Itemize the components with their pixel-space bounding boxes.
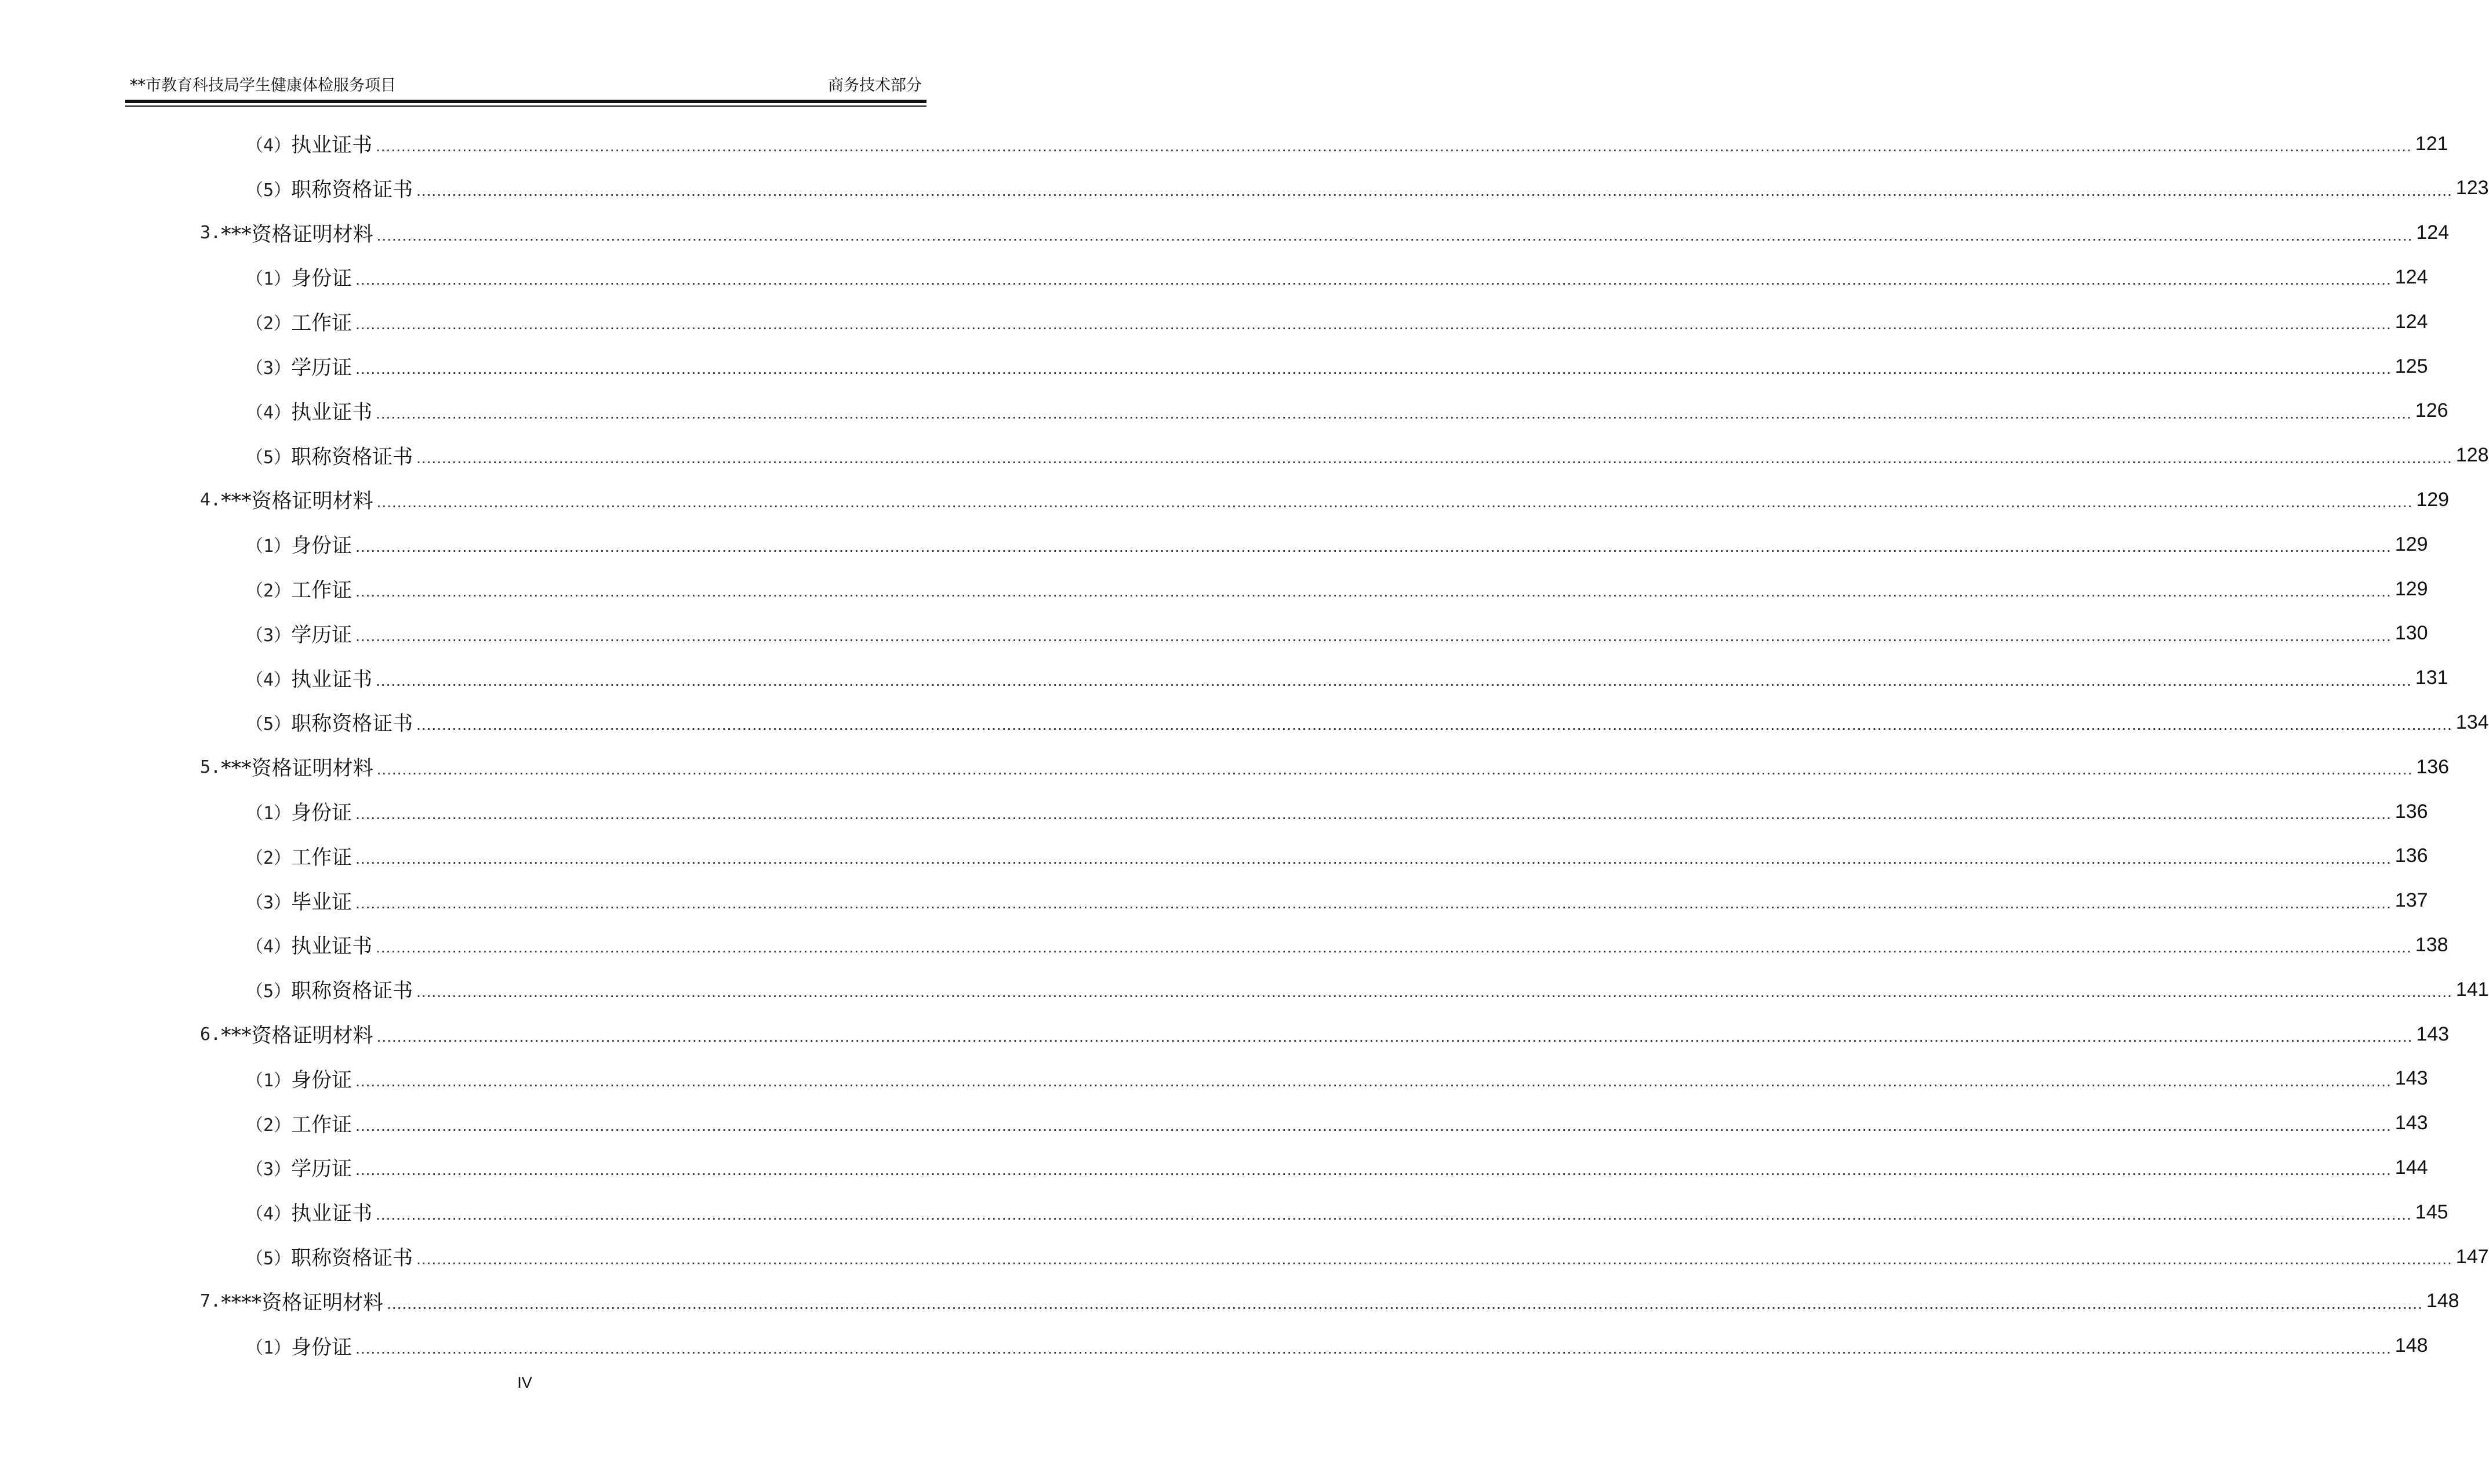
- toc-entry-title: 执业证书: [291, 935, 373, 959]
- toc-entry-number: （1）: [246, 1070, 292, 1091]
- toc-entry-page: 144: [2394, 1156, 2428, 1179]
- toc-dot-leader: ................................................................................................................................................................................................................................................................................................................................................................................................................: [355, 893, 2392, 912]
- toc-entry-title: 毕业证: [291, 890, 353, 914]
- toc-entry-number: （3）: [246, 892, 292, 913]
- toc-entry[interactable]: [200, 750, 2450, 784]
- toc-dot-leader: ................................................................................................................................................................................................................................................................................................................................................................................................................: [416, 181, 2452, 199]
- toc-dot-leader: ................................................................................................................................................................................................................................................................................................................................................................................................................: [376, 671, 2412, 689]
- toc-dot-leader: ................................................................................................................................................................................................................................................................................................................................................................................................................: [355, 537, 2392, 556]
- toc-dot-leader: ................................................................................................................................................................................................................................................................................................................................................................................................................: [355, 359, 2392, 377]
- toc-dot-leader: ................................................................................................................................................................................................................................................................................................................................................................................................................: [355, 849, 2392, 867]
- header-rule-thin: [125, 106, 926, 107]
- toc-entry-page: 143: [2416, 1023, 2450, 1045]
- toc-entry-number: （5）: [246, 1249, 292, 1269]
- toc-entry-page: 138: [2415, 933, 2448, 956]
- toc-entry-title: 职称资格证书: [291, 712, 413, 736]
- toc-entry-page: 143: [2394, 1067, 2428, 1090]
- toc-entry-title: 工作证: [291, 579, 353, 602]
- toc-entry-page: 147: [2455, 1245, 2489, 1268]
- toc-entry[interactable]: [246, 928, 2448, 962]
- toc-entry-number: （5）: [246, 981, 292, 1002]
- toc-entry-page: 148: [2426, 1290, 2459, 1312]
- toc-entry-number: （2）: [246, 314, 292, 334]
- toc-entry-number: （2）: [246, 581, 292, 601]
- toc-dot-leader: ................................................................................................................................................................................................................................................................................................................................................................................................................: [416, 715, 2452, 734]
- toc-entry-number: 5.: [200, 756, 221, 777]
- toc-entry-number: （4）: [246, 937, 292, 958]
- toc-entry[interactable]: [246, 839, 2428, 874]
- toc-entry-number: 3.: [200, 223, 221, 243]
- toc-entry[interactable]: [200, 1017, 2450, 1052]
- toc-entry[interactable]: [246, 349, 2428, 384]
- toc-entry[interactable]: [246, 126, 2448, 161]
- toc-dot-leader: ................................................................................................................................................................................................................................................................................................................................................................................................................: [355, 1161, 2392, 1179]
- page-header: [125, 74, 926, 97]
- toc-entry-title: ***资格证明材料: [221, 490, 373, 514]
- toc-dot-leader: ................................................................................................................................................................................................................................................................................................................................................................................................................: [376, 137, 2412, 155]
- toc-entry[interactable]: [246, 972, 2489, 1007]
- toc-entry-title: 职称资格证书: [291, 178, 413, 202]
- toc-entry-number: （2）: [246, 848, 292, 868]
- toc-entry-title: 职称资格证书: [291, 445, 413, 469]
- toc-entry-page: 123: [2455, 177, 2489, 199]
- toc-dot-leader: ................................................................................................................................................................................................................................................................................................................................................................................................................: [355, 1338, 2392, 1357]
- toc-dot-leader: ................................................................................................................................................................................................................................................................................................................................................................................................................: [355, 1071, 2392, 1090]
- toc-entry-number: （3）: [246, 1159, 292, 1180]
- toc-entry[interactable]: [246, 1195, 2448, 1230]
- toc-dot-leader: ................................................................................................................................................................................................................................................................................................................................................................................................................: [355, 626, 2392, 645]
- toc-entry-page: 136: [2394, 800, 2428, 823]
- page-number: IV: [517, 1374, 532, 1391]
- toc-entry-page: 145: [2415, 1201, 2448, 1223]
- toc-entry-page: 148: [2394, 1334, 2428, 1357]
- toc-entry-title: ***资格证明材料: [221, 757, 373, 781]
- toc-entry-number: （5）: [246, 714, 292, 735]
- toc-entry-page: 136: [2416, 755, 2450, 778]
- toc-entry-number: （4）: [246, 670, 292, 690]
- toc-entry[interactable]: [246, 705, 2489, 740]
- toc-entry-number: （3）: [246, 358, 292, 379]
- toc-dot-leader: ................................................................................................................................................................................................................................................................................................................................................................................................................: [355, 805, 2392, 823]
- toc-entry[interactable]: [246, 1329, 2428, 1363]
- toc-entry[interactable]: [246, 616, 2428, 651]
- toc-dot-leader: ................................................................................................................................................................................................................................................................................................................................................................................................................: [387, 1294, 2423, 1312]
- toc-entry-page: 131: [2415, 667, 2448, 689]
- toc-entry-title: ****资格证明材料: [221, 1291, 384, 1315]
- toc-entry[interactable]: [246, 527, 2428, 562]
- toc-entry-title: 身份证: [291, 534, 353, 558]
- toc-entry-page: 129: [2394, 577, 2428, 600]
- toc-entry-number: （1）: [246, 536, 292, 557]
- toc-entry-title: 执业证书: [291, 134, 373, 157]
- toc-entry-page: 137: [2394, 889, 2428, 912]
- toc-entry-number: （5）: [246, 447, 292, 468]
- toc-entry-title: 身份证: [291, 802, 353, 825]
- toc-dot-leader: ................................................................................................................................................................................................................................................................................................................................................................................................................: [376, 1027, 2413, 1045]
- toc-entry-page: 124: [2416, 221, 2450, 244]
- toc-dot-leader: ................................................................................................................................................................................................................................................................................................................................................................................................................: [376, 1205, 2412, 1224]
- toc-entry-page: 129: [2394, 533, 2428, 555]
- toc-entry[interactable]: [200, 482, 2450, 517]
- toc-entry[interactable]: [246, 572, 2428, 606]
- toc-dot-leader: ................................................................................................................................................................................................................................................................................................................................................................................................................: [416, 983, 2452, 1001]
- toc-entry-title: 执业证书: [291, 1202, 373, 1226]
- toc-dot-leader: ................................................................................................................................................................................................................................................................................................................................................................................................................: [376, 493, 2413, 511]
- toc-entry-title: 学历证: [291, 1158, 353, 1181]
- toc-entry[interactable]: [246, 260, 2428, 294]
- toc-dot-leader: ................................................................................................................................................................................................................................................................................................................................................................................................................: [376, 403, 2412, 422]
- toc-entry-title: 执业证书: [291, 401, 373, 424]
- toc-entry-page: 124: [2394, 310, 2428, 333]
- toc-entry-title: 身份证: [291, 1336, 353, 1359]
- toc-entry-number: （2）: [246, 1115, 292, 1136]
- toc-entry-page: 141: [2455, 978, 2489, 1001]
- toc-dot-leader: ................................................................................................................................................................................................................................................................................................................................................................................................................: [355, 1116, 2392, 1134]
- toc-dot-leader: ................................................................................................................................................................................................................................................................................................................................................................................................................: [376, 225, 2413, 244]
- toc-entry-page: 128: [2455, 444, 2489, 467]
- toc-entry[interactable]: [246, 1106, 2428, 1141]
- toc-entry-title: ***资格证明材料: [221, 1024, 373, 1047]
- toc-entry[interactable]: [246, 171, 2489, 206]
- toc-entry-title: 学历证: [291, 623, 353, 647]
- toc-dot-leader: ................................................................................................................................................................................................................................................................................................................................................................................................................: [376, 938, 2412, 956]
- toc-entry-title: 工作证: [291, 1113, 353, 1137]
- toc-entry-title: 工作证: [291, 312, 353, 336]
- toc-entry-number: （4）: [246, 136, 292, 156]
- header-rule-thick: [125, 100, 926, 103]
- toc-entry[interactable]: [200, 1284, 2459, 1319]
- toc-entry-page: 125: [2394, 355, 2428, 377]
- toc-entry-title: 执业证书: [291, 668, 373, 692]
- toc-dot-leader: ................................................................................................................................................................................................................................................................................................................................................................................................................: [376, 760, 2413, 779]
- toc-entry-number: （4）: [246, 1204, 292, 1225]
- toc-entry-page: 143: [2394, 1112, 2428, 1134]
- toc-entry-number: （1）: [246, 1337, 292, 1358]
- toc-entry-number: （1）: [246, 803, 292, 824]
- toc-entry-number: （1）: [246, 269, 292, 290]
- toc-dot-leader: ................................................................................................................................................................................................................................................................................................................................................................................................................: [355, 582, 2392, 600]
- toc-dot-leader: ................................................................................................................................................................................................................................................................................................................................................................................................................: [355, 315, 2392, 333]
- toc-entry[interactable]: [246, 304, 2428, 339]
- toc-entry-number: （3）: [246, 625, 292, 646]
- toc-entry[interactable]: [200, 216, 2450, 250]
- toc-entry-page: 126: [2415, 399, 2448, 422]
- toc-entry-title: 学历证: [291, 357, 353, 380]
- toc-entry-title: 职称资格证书: [291, 980, 413, 1003]
- toc-entry-page: 124: [2394, 265, 2428, 288]
- toc-entry[interactable]: [246, 438, 2489, 473]
- toc-entry-page: 136: [2394, 845, 2428, 867]
- toc-entry[interactable]: [246, 883, 2428, 918]
- toc-entry-page: 130: [2394, 622, 2428, 645]
- toc-entry[interactable]: [246, 1061, 2428, 1096]
- header-project-title: **市教育科技局学生健康体检服务项目: [130, 77, 396, 94]
- toc-entry-number: （5）: [246, 180, 292, 201]
- toc-entry[interactable]: [246, 1239, 2489, 1274]
- toc-entry-title: 身份证: [291, 1068, 353, 1092]
- toc-entry[interactable]: [246, 1150, 2428, 1185]
- toc-entry-number: 6.: [200, 1024, 221, 1045]
- toc-entry-title: ***资格证明材料: [221, 223, 373, 246]
- toc-entry-title: 身份证: [291, 267, 353, 291]
- toc-dot-leader: ................................................................................................................................................................................................................................................................................................................................................................................................................: [355, 270, 2392, 289]
- toc-entry-title: 职称资格证书: [291, 1247, 413, 1270]
- toc-entry[interactable]: [246, 661, 2448, 696]
- toc-entry[interactable]: [246, 794, 2428, 829]
- toc-entry-number: （4）: [246, 402, 292, 423]
- toc-dot-leader: ................................................................................................................................................................................................................................................................................................................................................................................................................: [416, 448, 2452, 467]
- toc-entry-number: 7.: [200, 1291, 221, 1312]
- toc-entry-page: 121: [2415, 132, 2448, 155]
- toc-entry-number: 4.: [200, 489, 221, 510]
- toc-dot-leader: ................................................................................................................................................................................................................................................................................................................................................................................................................: [416, 1250, 2452, 1268]
- toc-entry[interactable]: [246, 394, 2448, 428]
- header-section-title: 商务技术部分: [828, 77, 922, 94]
- toc-entry-title: 工作证: [291, 846, 353, 870]
- toc-entry-page: 134: [2455, 711, 2489, 733]
- toc-entry-page: 129: [2416, 488, 2450, 511]
